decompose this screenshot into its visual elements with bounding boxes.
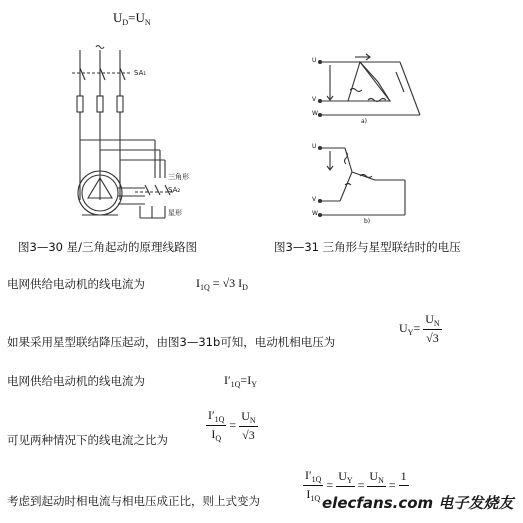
text-line-1: 电网供给电动机的线电流为 — [7, 277, 145, 291]
formula-2: $U_Y=$ $\frac{U_N}{√3}$ — [399, 312, 440, 345]
label-star: 星形 — [168, 209, 182, 217]
caption-right: 图3—31 三角形与星型联结时的电压 — [274, 240, 461, 254]
formula-3: $I'_{1Q}=I_Y$ — [224, 373, 257, 389]
terminal-u-a: U — [312, 57, 317, 64]
terminal-w-b: W — [312, 210, 318, 217]
text-line-3: 电网供给电动机的线电流为 — [7, 374, 145, 388]
formula-1: $I_{1Q} = √3$ $I_D$ — [196, 276, 248, 292]
label-delta: 三角形 — [168, 173, 189, 181]
text-line-5: 考虑到起动时相电流与相电压成正比，则上式变为 — [7, 494, 260, 508]
watermark-logo: elecfans.com 电子发烧友 — [322, 494, 514, 512]
fraction-uy: $\frac{U_N}{√3}$ — [425, 312, 440, 345]
sub-label-a: a) — [361, 118, 368, 125]
top-formula: $U_D=U_N$ — [113, 10, 151, 27]
formula-5: $\frac{I'_{1Q}}{I_{1Q}}$ = $U_Y$ = $U_N$ = 1 — [305, 468, 407, 503]
terminal-u-b: U — [312, 143, 317, 150]
label-sa1: SA₁ — [134, 69, 147, 77]
text-line-2: 如果采用星型联结降压起动，由图3—31b可知，电动机相电压为 — [7, 335, 336, 349]
terminal-v-a: V — [312, 96, 317, 103]
terminal-v-b: V — [312, 196, 317, 203]
text-line-4: 可见两种情况下的线电流之比为 — [7, 433, 168, 447]
terminal-w-a: W — [312, 110, 318, 117]
formula-4: $\frac{I'_{1Q}}{I_Q}$ = $\frac{U_N}{√3}$ — [208, 408, 256, 443]
sub-label-b: b) — [364, 218, 371, 225]
caption-left: 图3—30 星/三角起动的原理线路图 — [18, 240, 197, 254]
label-sa2: SA₂ — [168, 186, 181, 194]
